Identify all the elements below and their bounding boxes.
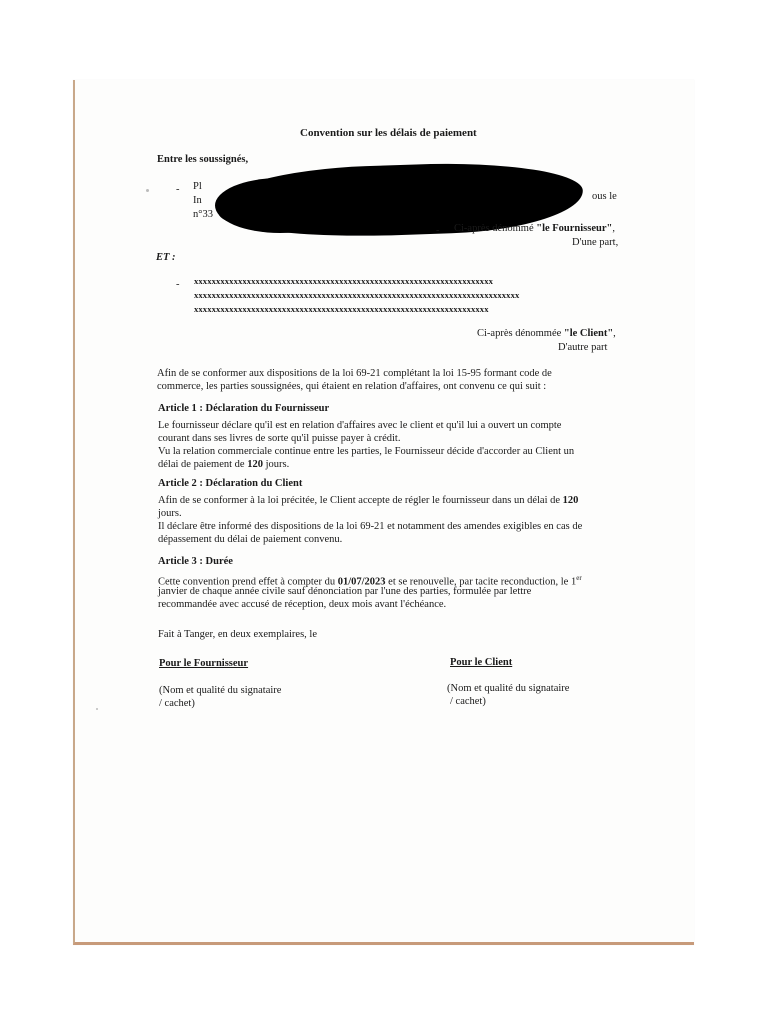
supplier-side: D'une part, xyxy=(572,237,619,248)
article3-superscript: er xyxy=(576,574,582,582)
article2-line: Il déclare être informé des dispositions de la loi 69-21 et notamment des amendes exigibles en cas de xyxy=(158,521,583,532)
paper-speck xyxy=(96,708,98,710)
article2-days-value: 120 xyxy=(562,495,579,506)
client-bullet: - xyxy=(176,279,180,290)
article2-line1-prefix: Afin de se conformer à la loi précitée, le Client accepte de régler le fournisseur dans un délai de xyxy=(158,495,561,506)
article3-start-date: 01/07/2023 xyxy=(337,576,386,588)
client-designation-suffix: , xyxy=(613,328,616,339)
document-title: Convention sur les délais de paiement xyxy=(300,127,477,139)
supplier-bullet: - xyxy=(176,184,180,195)
client-line2: xxxxxxxxxxxxxxxxxxxxxxxxxxxxxxxxxxxxxxxxxxxxxxxxxxxxxxxxxxxxxxxxxxxxxxxxxx xyxy=(194,290,520,300)
client-designation-prefix: Ci-après dénommée xyxy=(477,328,562,339)
article1-heading: Article 1 : Déclaration du Fournisseur xyxy=(158,403,330,414)
article1-line: courant dans ses livres de sorte qu'il puisse payer à crédit. xyxy=(158,433,401,444)
signature-client-line: / cachet) xyxy=(450,696,486,707)
article2-heading: Article 2 : Déclaration du Client xyxy=(158,478,303,489)
supplier-line1-start: Pl xyxy=(193,181,202,192)
signature-supplier-line: (Nom et qualité du signataire xyxy=(159,685,282,696)
article1-line: Vu la relation commerciale continue entre les parties, le Fournisseur décide d'accorder au Client un xyxy=(158,446,575,457)
client-designation-name: "le Client" xyxy=(563,328,614,339)
article3-line1-prefix: Cette convention prend effet à compter du xyxy=(158,576,336,588)
article3-line: janvier de chaque année civile sauf dénonciation par l'une des parties, formulée par lettre xyxy=(158,586,532,597)
supplier-designation-prefix: Ci-après dénommé xyxy=(454,223,534,234)
et-label: ET : xyxy=(156,252,176,263)
article1-line4-suffix: jours. xyxy=(265,459,290,470)
article2-line: dépassement du délai de paiement convenu. xyxy=(158,534,343,545)
article3-line: recommandée avec accusé de réception, deux mois avant l'échéance. xyxy=(158,599,447,610)
preamble-line: commerce, les parties soussignées, qui étaient en relation d'affaires, ont convenu ce qui suit : xyxy=(157,381,547,392)
article3-line1-suffix: et se renouvelle, par tacite reconduction, le 1 xyxy=(388,576,577,588)
article3-heading: Article 3 : Durée xyxy=(158,556,233,567)
article1-line xyxy=(158,458,289,471)
signature-client-heading: Pour le Client xyxy=(450,657,513,668)
article2-line xyxy=(158,494,578,507)
client-line1: xxxxxxxxxxxxxxxxxxxxxxxxxxxxxxxxxxxxxxxxxxxxxxxxxxxxxxxxxxxxxxxxxxxx xyxy=(194,276,493,286)
article2-line: jours. xyxy=(158,508,182,519)
supplier-designation xyxy=(454,222,615,235)
supplier-line2-start: In xyxy=(193,195,202,206)
parties-intro: Entre les soussignés, xyxy=(157,154,249,165)
client-side: D'autre part xyxy=(558,342,608,353)
redaction-mark xyxy=(215,178,345,233)
article1-line: Le fournisseur déclare qu'il est en relation d'affaires avec le client et qu'il lui a ouvert un compte xyxy=(158,420,562,431)
supplier-designation-name: "le Fournisseur" xyxy=(536,223,613,234)
supplier-line3-start: n°33 xyxy=(193,209,213,220)
paper-speck xyxy=(146,189,149,192)
supplier-designation-suffix: , xyxy=(612,223,615,234)
article1-line4-prefix: délai de paiement de xyxy=(158,459,245,470)
client-line3: xxxxxxxxxxxxxxxxxxxxxxxxxxxxxxxxxxxxxxxxxxxxxxxxxxxxxxxxxxxxxxxxxxx xyxy=(194,304,489,314)
signature-supplier-heading: Pour le Fournisseur xyxy=(159,658,249,669)
preamble-line: Afin de se conformer aux dispositions de la loi 69-21 complétant la loi 15-95 formant code de xyxy=(157,368,552,379)
supplier-designation-dash: - xyxy=(436,225,440,236)
signature-client-line: (Nom et qualité du signataire xyxy=(447,683,570,694)
client-designation xyxy=(477,327,616,340)
closing-line: Fait à Tanger, en deux exemplaires, le xyxy=(158,629,318,640)
supplier-line1-end: ous le xyxy=(592,191,617,202)
article1-days-value: 120 xyxy=(247,459,263,470)
signature-supplier-line: / cachet) xyxy=(159,698,195,709)
